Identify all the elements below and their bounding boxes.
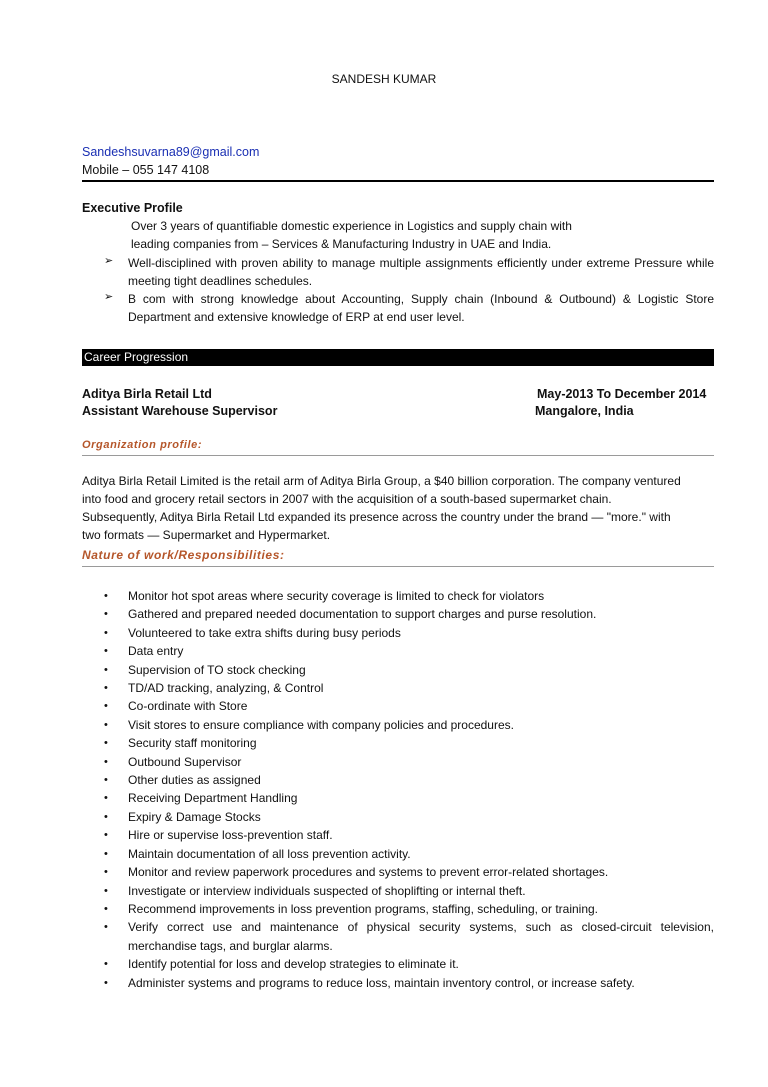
career-progression-band: Career Progression bbox=[82, 349, 714, 366]
responsibilities-divider bbox=[82, 566, 714, 567]
responsibility-text: Monitor and review paperwork procedures and systems to prevent error-related shortages. bbox=[128, 865, 609, 880]
responsibility-item bbox=[104, 697, 714, 715]
responsibility-item bbox=[104, 605, 714, 623]
responsibility-item bbox=[104, 918, 714, 955]
executive-point bbox=[104, 290, 714, 326]
responsibility-text: Hire or supervise loss-prevention staff. bbox=[128, 828, 333, 843]
executive-profile-heading: Executive Profile bbox=[82, 201, 183, 215]
bullet-icon: • bbox=[104, 755, 108, 768]
responsibility-item bbox=[104, 845, 714, 863]
organization-profile-heading: Organization profile: bbox=[82, 439, 203, 451]
responsibilities-heading: Nature of work/Responsibilities: bbox=[82, 548, 285, 562]
mobile-number: Mobile – 055 147 4108 bbox=[82, 163, 210, 177]
bullet-icon: • bbox=[104, 902, 108, 915]
responsibility-item bbox=[104, 789, 714, 807]
responsibility-text: TD/AD tracking, analyzing, & Control bbox=[128, 681, 324, 696]
bullet-icon: • bbox=[104, 847, 108, 860]
responsibility-text: Data entry bbox=[128, 644, 184, 659]
responsibility-text: Volunteered to take extra shifts during busy periods bbox=[128, 625, 401, 640]
job-title: Assistant Warehouse Supervisor bbox=[82, 404, 278, 418]
bullet-icon: • bbox=[104, 774, 108, 787]
responsibility-item bbox=[104, 661, 714, 679]
job-location: Mangalore, India bbox=[535, 404, 634, 418]
arrow-bullet-icon: ➢ bbox=[104, 291, 114, 303]
responsibility-item bbox=[104, 900, 714, 918]
responsibility-text: Expiry & Damage Stocks bbox=[128, 809, 261, 824]
bullet-icon: • bbox=[104, 700, 108, 713]
responsibility-item bbox=[104, 587, 714, 605]
bullet-icon: • bbox=[104, 626, 108, 639]
arrow-bullet-icon: ➢ bbox=[104, 255, 114, 267]
responsibility-item bbox=[104, 771, 714, 789]
email-link[interactable]: Sandeshsuvarna89@gmail.com bbox=[82, 145, 260, 159]
responsibility-item bbox=[104, 955, 714, 973]
responsibility-item bbox=[104, 734, 714, 752]
responsibility-text: Other duties as assigned bbox=[128, 773, 261, 788]
responsibility-text: Investigate or interview individuals suspected of shoplifting or internal theft. bbox=[128, 883, 526, 898]
bullet-icon: • bbox=[104, 829, 108, 842]
company-name: Aditya Birla Retail Ltd bbox=[82, 387, 212, 401]
responsibilities-list bbox=[104, 587, 714, 992]
bullet-icon: • bbox=[104, 590, 108, 602]
responsibility-item bbox=[104, 679, 714, 697]
bullet-icon: • bbox=[104, 976, 108, 989]
responsibility-item bbox=[104, 974, 714, 992]
responsibility-text: Supervision of TO stock checking bbox=[128, 662, 306, 677]
responsibility-item bbox=[104, 624, 714, 642]
responsibility-text: Identify potential for loss and develop strategies to eliminate it. bbox=[128, 957, 459, 972]
header-divider bbox=[82, 180, 714, 182]
responsibility-text: Visit stores to ensure compliance with company policies and procedures. bbox=[128, 717, 514, 732]
organization-profile-divider bbox=[82, 455, 714, 456]
bullet-icon: • bbox=[104, 810, 108, 823]
employment-dates: May-2013 To December 2014 bbox=[537, 387, 707, 401]
responsibility-item bbox=[104, 863, 714, 881]
responsibility-text: Administer systems and programs to reduce loss, maintain inventory control, or increase safety. bbox=[128, 975, 635, 990]
executive-intro-line: leading companies from – Services & Manufacturing Industry in UAE and India. bbox=[131, 237, 552, 251]
executive-intro-line: Over 3 years of quantifiable domestic experience in Logistics and supply chain with bbox=[131, 219, 572, 233]
bullet-icon: • bbox=[104, 958, 108, 971]
bullet-icon: • bbox=[104, 645, 108, 658]
bullet-icon: • bbox=[104, 608, 108, 621]
bullet-icon: • bbox=[104, 792, 108, 805]
executive-point-text: B com with strong knowledge about Accounting, Supply chain (Inbound & Outbound) & Logistic Store Department and extensive knowledge of ERP at end user level. bbox=[128, 292, 714, 324]
bullet-icon: • bbox=[104, 718, 108, 731]
responsibility-text: Outbound Supervisor bbox=[128, 754, 242, 769]
candidate-name: SANDESH KUMAR bbox=[331, 72, 437, 86]
responsibility-text: Receiving Department Handling bbox=[128, 791, 298, 806]
responsibility-item bbox=[104, 826, 714, 844]
bullet-icon: • bbox=[104, 921, 108, 934]
responsibility-text: Maintain documentation of all loss prevention activity. bbox=[128, 846, 411, 861]
executive-point-text: Well-disciplined with proven ability to manage multiple assignments efficiently under extreme Pressure while meeting tight deadlines schedules. bbox=[128, 256, 714, 288]
responsibility-text: Verify correct use and maintenance of physical security systems, such as closed-circuit television, merchandise tags, and burglar alarms. bbox=[128, 920, 714, 953]
responsibility-text: Monitor hot spot areas where security coverage is limited to check for violators bbox=[128, 589, 545, 603]
responsibility-item bbox=[104, 808, 714, 826]
bullet-icon: • bbox=[104, 663, 108, 676]
responsibility-item bbox=[104, 642, 714, 660]
responsibility-item bbox=[104, 753, 714, 771]
responsibility-item bbox=[104, 882, 714, 900]
bullet-icon: • bbox=[104, 737, 108, 750]
responsibility-item bbox=[104, 716, 714, 734]
responsibility-text: Recommend improvements in loss prevention programs, staffing, scheduling, or training. bbox=[128, 901, 599, 916]
executive-point bbox=[104, 254, 714, 290]
responsibility-text: Gathered and prepared needed documentation to support charges and purse resolution. bbox=[128, 607, 597, 622]
responsibility-text: Co-ordinate with Store bbox=[128, 699, 248, 714]
bullet-icon: • bbox=[104, 682, 108, 695]
bullet-icon: • bbox=[104, 866, 108, 879]
bullet-icon: • bbox=[104, 884, 108, 897]
organization-profile-text: Aditya Birla Retail Limited is the retail arm of Aditya Birla Group, a $40 billion corporation. The company ventured into food and grocery retail sectors in 2007 with the acquisition of a south-based supermarket chain. Subsequently, Aditya Birla Retail Ltd expanded its presence across the country under the brand — "more." with two formats — Supermarket and Hypermarket. bbox=[82, 474, 681, 542]
responsibility-text: Security staff monitoring bbox=[128, 736, 257, 751]
